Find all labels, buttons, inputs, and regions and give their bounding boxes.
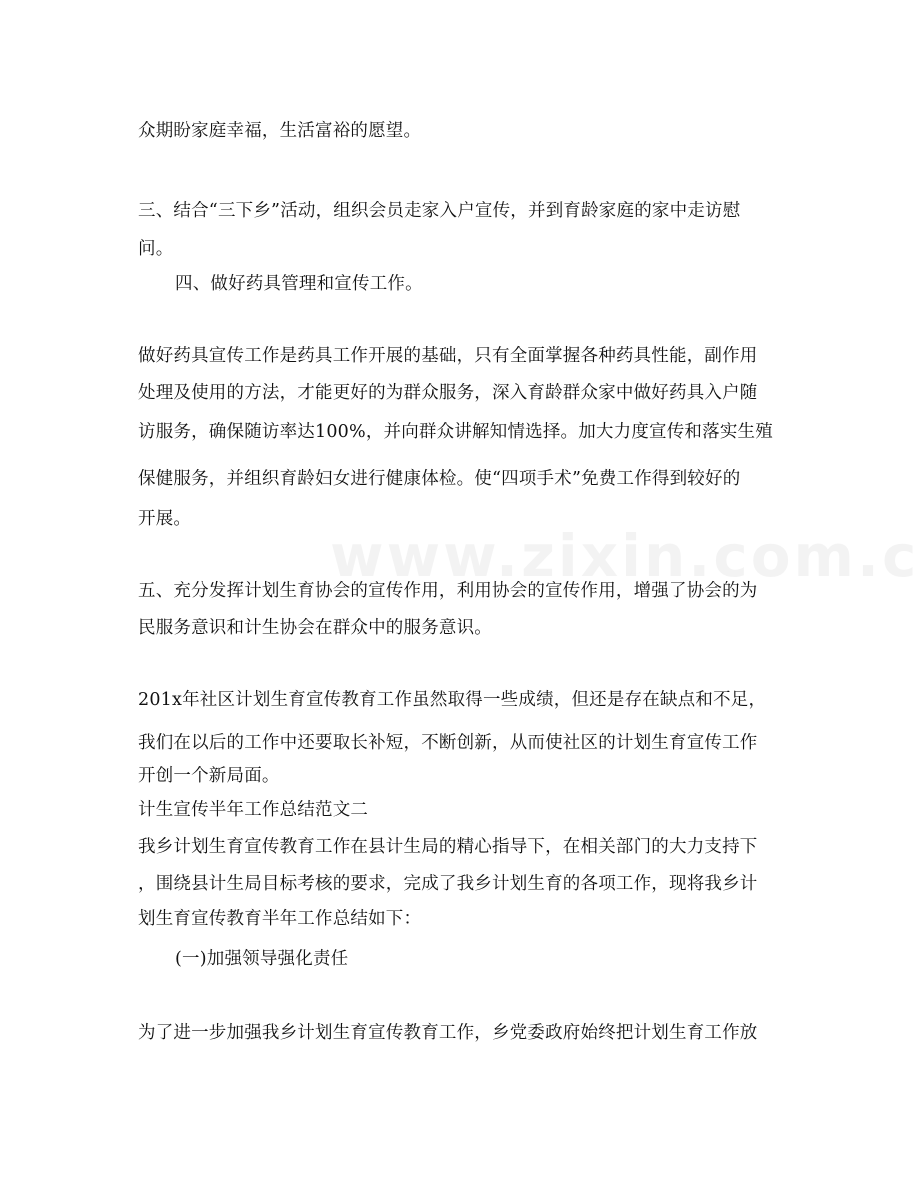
paragraph-line: 我们在以后的工作中还要取长补短，不断创新，从而使社区的计划生育宣传工作: [138, 733, 758, 753]
paragraph-line: 201x年社区计划生育宣传教育工作虽然取得一些成绩，但还是存在缺点和不足，: [138, 690, 767, 710]
paragraph-line: 五、充分发挥计划生育协会的宣传作用，利用协会的宣传作用，增强了协会的为: [138, 581, 758, 601]
document-title: 计生宣传半年工作总结范文二: [138, 800, 369, 820]
paragraph-line: 处理及使用的方法，才能更好的为群众服务，深入育龄群众家中做好药具入户随: [138, 383, 758, 403]
paragraph-line: 为了进一步加强我乡计划生育宣传教育工作，乡党委政府始终把计划生育工作放: [138, 1023, 758, 1043]
paragraph-line: 做好药具宣传工作是药具工作开展的基础，只有全面掌握各种药具性能，副作用: [138, 346, 758, 366]
paragraph-line: 开创一个新局面。: [138, 766, 280, 786]
paragraph-line: 众期盼家庭幸福，生活富裕的愿望。: [138, 121, 422, 141]
paragraph-line: 民服务意识和计生协会在群众中的服务意识。: [138, 618, 492, 638]
paragraph-line: 我乡计划生育宣传教育工作在县计生局的精心指导下，在相关部门的大力支持下: [138, 837, 758, 857]
paragraph-line: 三、结合“三下乡”活动，组织会员走家入户宣传，并到育龄家庭的家中走访慰: [138, 201, 741, 221]
section-heading: 四、做好药具管理和宣传工作。: [175, 274, 423, 294]
section-heading: (一)加强领导强化责任: [175, 949, 349, 969]
paragraph-line: 开展。: [138, 509, 192, 529]
paragraph-line: ，围绕县计生局目标考核的要求，完成了我乡计划生育的各项工作，现将我乡计: [138, 874, 758, 894]
paragraph-line: 保健服务，并组织育龄妇女进行健康体检。使“四项手术”免费工作得到较好的: [138, 469, 741, 489]
paragraph-line: 划生育宣传教育半年工作总结如下：: [138, 909, 422, 929]
paragraph-line: 访服务，确保随访率达100%，并向群众讲解知情选择。加大力度宣传和落实生殖: [138, 422, 773, 442]
paragraph-line: 问。: [138, 239, 174, 259]
